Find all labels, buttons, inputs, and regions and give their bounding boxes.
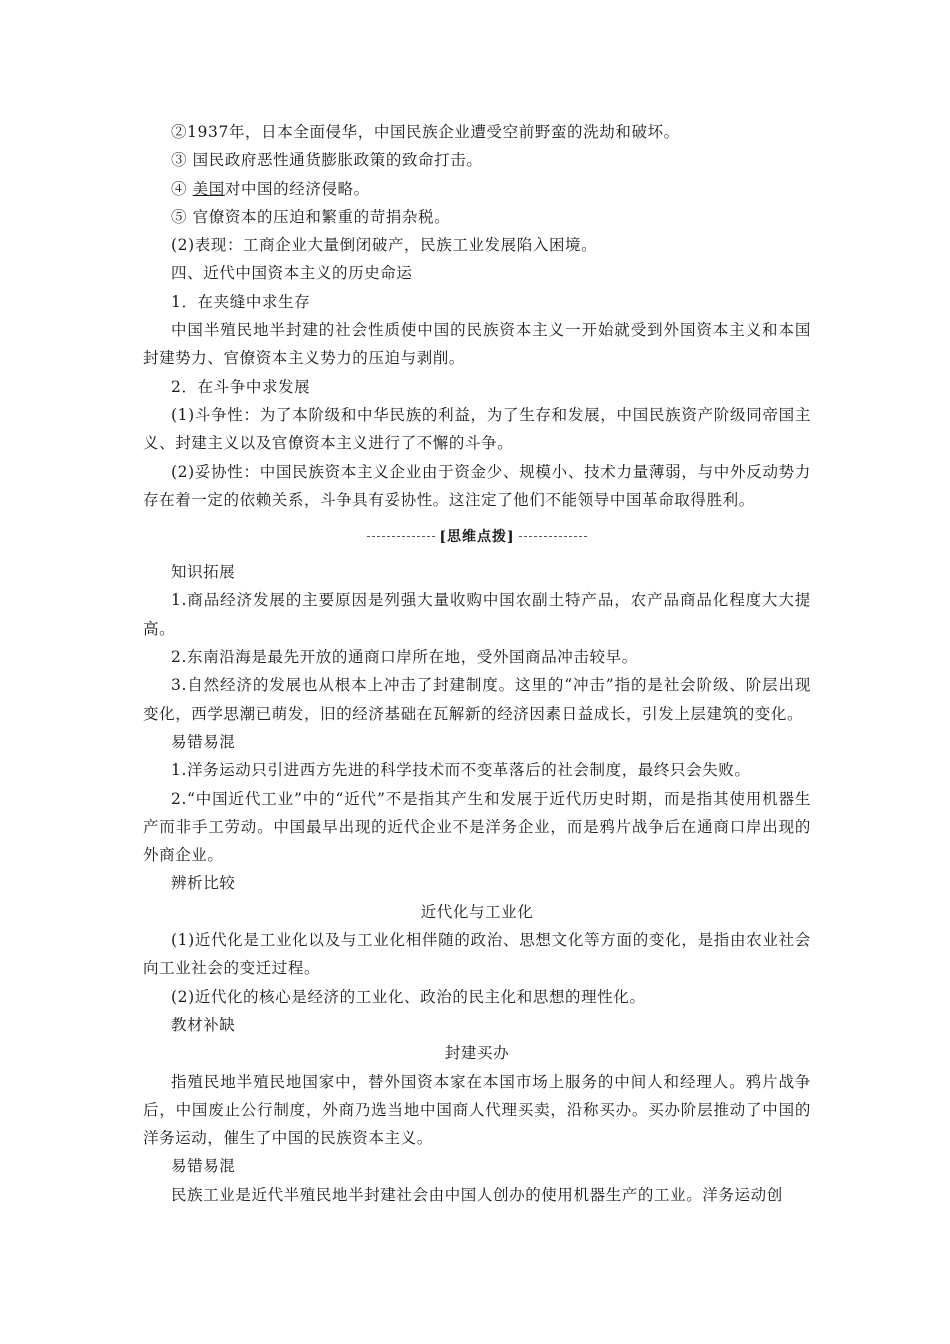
extension-item-1: 1.商品经济发展的主要原因是列强大量收购中国农副土特产品，农产品商品化程度大大提高。: [143, 591, 811, 638]
manifestation-paragraph: (2)表现：工商企业大量倒闭破产，民族工业发展陷入困境。: [171, 236, 598, 255]
comparison-heading: 辨析比较: [171, 874, 236, 893]
supplement-title: 封建买办: [444, 1044, 510, 1063]
page-content: [143, 118, 811, 1209]
divider-label: [思维点拨]: [439, 529, 515, 546]
common-errors-heading: 易错易混: [171, 732, 236, 751]
survival-paragraph: 中国半殖民地半封建的社会性质使中国的民族资本主义一开始就受到外国资本主义和本国封建势力、官僚资本主义势力的压迫与剥削。: [143, 321, 811, 368]
error-item-2: 2.“中国近代工业”中的“近代”不是指其产生和发展于近代历史时期，而是指其使用机器生产而非手工劳动。中国最早出现的近代企业不是洋务企业，而是鸦片战争后在通商口岸出现的外商企业。: [143, 789, 811, 865]
extension-item-3: 3.自然经济的发展也从根本上冲击了封建制度。这里的“冲击”指的是社会阶级、阶层出现变化，西学思潮已萌发，旧的经济基础在瓦解新的经济因素日益成长，引发上层建筑的变化。: [143, 676, 811, 723]
comparison-title: 近代化与工业化: [420, 902, 534, 921]
struggle-paragraph: (1)斗争性：为了本阶级和中华民族的利益，为了生存和发展，中国民族资产阶级同帝国主义、封建主义以及官僚资本主义进行了不懈的斗争。: [143, 405, 811, 453]
supplement-heading: 教材补缺: [171, 1015, 236, 1034]
common-errors-heading-2: 易错易混: [171, 1157, 236, 1176]
reason-4-paragraph: [143, 175, 811, 203]
compromise-paragraph: (2)妥协性：中国民族资本主义企业由于资金少、规模小、技术力量薄弱，与中外反动势力存在着一定的依赖关系，斗争具有妥协性。这注定了他们不能领导中国革命取得胜利。: [143, 462, 811, 509]
reason-4-rest: 对中国的经济侵略。: [224, 179, 370, 198]
section-divider: [143, 516, 811, 556]
divider-line-left: [367, 536, 435, 537]
divider-line-right: [519, 536, 587, 537]
comparison-item-1: (1)近代化是工业化以及与工业化相伴随的政治、思想文化等方面的变化，是指由农业社会向工业社会的变迁过程。: [143, 931, 811, 978]
reason-4-prefix: ④: [171, 179, 193, 198]
reason-3-paragraph: ③ 国民政府恶性通货膨胀政策的致命打击。: [171, 151, 483, 170]
reason-5-paragraph: ⑤ 官僚资本的压迫和繁重的苛捐杂税。: [171, 207, 451, 226]
knowledge-extension-heading: 知识拓展: [171, 563, 236, 582]
error-item-1: 1.洋务运动只引进西方先进的科学技术而不变革落后的社会制度，最终只会失败。: [171, 761, 751, 780]
subheading-struggle: 2．在斗争中求发展: [171, 377, 311, 396]
reason-4-underlined-term: 美国: [192, 179, 225, 198]
section-four-heading: 四、近代中国资本主义的历史命运: [171, 264, 413, 283]
reason-2-paragraph: ②1937年，日本全面侵华，中国民族企业遭受空前野蛮的洗劫和破坏。: [171, 123, 680, 141]
subheading-survival: 1．在夹缝中求生存: [171, 292, 311, 311]
comparison-item-2: (2)近代化的核心是经济的工业化、政治的民主化和思想的理性化。: [171, 987, 646, 1006]
extension-item-2: 2.东南沿海是最先开放的通商口岸所在地，受外国商品冲击较早。: [171, 648, 638, 667]
supplement-paragraph: 指殖民地半殖民地国家中，替外国资本家在本国市场上服务的中间人和经理人。鸦片战争后，中国废止公行制度，外商乃选当地中国商人代理买卖，沿称买办。买办阶层推动了中国的洋务运动，催生了中国的民族资本主义。: [143, 1072, 811, 1148]
national-industry-paragraph: 民族工业是近代半殖民地半封建社会由中国人创办的使用机器生产的工业。洋务运动创: [171, 1185, 783, 1204]
